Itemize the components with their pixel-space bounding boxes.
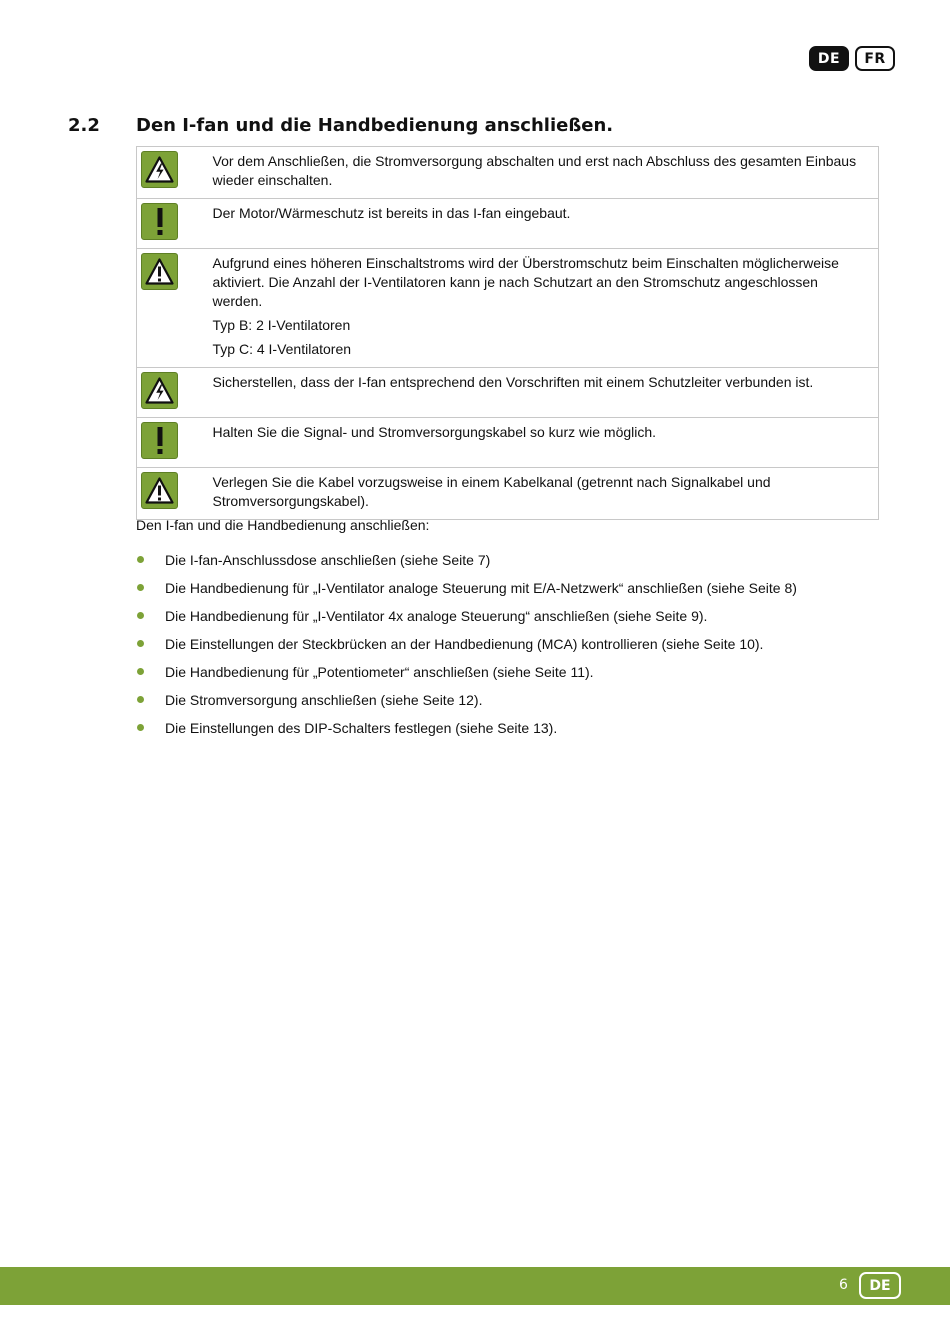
warning-icon [141, 472, 178, 509]
warning-icon [141, 253, 178, 290]
notice-text: Vor dem Anschließen, die Stromversorgung abschalten und erst nach Abschluss des gesamten Einbaus wieder einschalten. [212, 153, 857, 188]
list-item [136, 718, 797, 746]
list-item [136, 606, 797, 634]
notice-text: Verlegen Sie die Kabel vorzugsweise in einem Kabelkanal (getrennt nach Signalkabel und Stromversorgungskabel). [212, 474, 771, 509]
step-text: Die Einstellungen des DIP-Schalters festlegen (siehe Seite 13). [165, 720, 558, 736]
notice-text: Sicherstellen, dass der I-fan entsprechend den Vorschriften mit einem Schutzleiter verbunden ist. [212, 374, 814, 390]
electric-hazard-icon [141, 372, 178, 409]
bullet-icon [137, 724, 144, 731]
page-number: 6 [839, 1277, 848, 1293]
steps-list [136, 550, 797, 746]
safety-notice-row [137, 468, 879, 520]
list-item [136, 662, 797, 690]
safety-notice-row [137, 249, 879, 368]
language-tab-fr[interactable]: FR [855, 46, 895, 71]
language-switch [809, 46, 895, 71]
list-item [136, 578, 797, 606]
footer-language-badge: DE [859, 1272, 901, 1299]
list-item [136, 634, 797, 662]
notice-text-type-b: Typ B: 2 I-Ventilatoren [212, 317, 351, 333]
section-title: Den I-fan und die Handbedienung anschließen. [136, 115, 614, 136]
safety-notice-row [137, 368, 879, 418]
exclamation-icon [141, 203, 178, 240]
safety-notice-row [137, 147, 879, 199]
exclamation-icon [141, 422, 178, 459]
bullet-icon [137, 556, 144, 563]
safety-notice-table [136, 146, 879, 520]
list-item [136, 690, 797, 718]
bullet-icon [137, 584, 144, 591]
electric-hazard-icon [141, 151, 178, 188]
bullet-icon [137, 612, 144, 619]
safety-notice-row [137, 418, 879, 468]
step-text: Die Handbedienung für „I-Ventilator 4x analoge Steuerung“ anschließen (siehe Seite 9). [165, 608, 708, 624]
step-text: Die I-fan-Anschlussdose anschließen (siehe Seite 7) [165, 552, 491, 568]
section-number: 2.2 [68, 115, 100, 136]
bullet-icon [137, 668, 144, 675]
notice-text-type-c: Typ C: 4 I-Ventilatoren [212, 341, 352, 357]
bullet-icon [137, 640, 144, 647]
bullet-icon [137, 696, 144, 703]
notice-text: Der Motor/Wärmeschutz ist bereits in das I-fan eingebaut. [212, 205, 571, 221]
step-text: Die Einstellungen der Steckbrücken an der Handbedienung (MCA) kontrollieren (siehe Seite 10). [165, 636, 764, 652]
step-text: Die Handbedienung für „I-Ventilator analoge Steuerung mit E/A-Netzwerk“ anschließen (siehe Seite 8) [165, 580, 797, 596]
notice-text: Aufgrund eines höheren Einschaltstroms wird der Überstromschutz beim Einschalten möglicherweise aktiviert. Die Anzahl der I-Ventilatoren kann je nach Schutzart an den Stromschutz angeschlossen werden. [212, 255, 839, 309]
language-tab-de[interactable]: DE [809, 46, 849, 71]
instructions-intro: Den I-fan und die Handbedienung anschließen: [136, 517, 430, 533]
safety-notice-row [137, 199, 879, 249]
notice-text: Halten Sie die Signal- und Stromversorgungskabel so kurz wie möglich. [212, 424, 657, 440]
step-text: Die Handbedienung für „Potentiometer“ anschließen (siehe Seite 11). [165, 664, 594, 680]
step-text: Die Stromversorgung anschließen (siehe Seite 12). [165, 692, 483, 708]
list-item [136, 550, 797, 578]
footer-bar [0, 1267, 950, 1305]
section-heading [68, 115, 888, 137]
